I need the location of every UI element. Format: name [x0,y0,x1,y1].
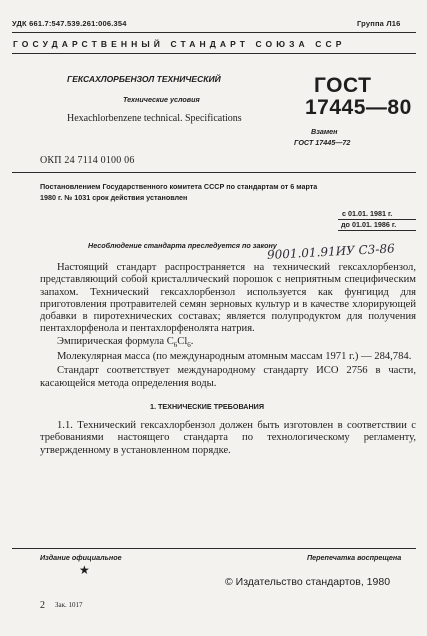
footer-rule [12,548,416,549]
header-rule [12,32,416,33]
section-heading: 1. ТЕХНИЧЕСКИЕ ТРЕБОВАНИЯ [150,402,264,411]
paragraph-molar-mass: Молекулярная масса (по международным атомным массам 1971 г.) — 284,784. [57,351,412,363]
page-number: 2 [40,600,45,611]
handwritten-note: 9001.01.91ИУ С3-86 [266,241,396,262]
decree-line-2: 1980 г. № 1031 срок действия установлен [40,193,188,202]
section-body [40,420,416,457]
formula-c-sub: 6 [173,340,178,349]
paragraph-formula [40,336,416,351]
order-number: Зак. 1017 [55,601,83,609]
formula-cl-sub: 6 [187,340,191,349]
okp-code: ОКП 24 7114 0100 06 [40,155,135,166]
official-edition: Издание официальное [40,553,122,562]
gost-label: ГОСТ [314,74,372,97]
replaces-value: ГОСТ 17445—72 [294,138,351,147]
formula-label: Эмпирическая формула [57,335,167,347]
copyright: © Издательство стандартов, 1980 [225,576,391,588]
udk-code: УДК 661.7:547.539.261:006.354 [12,19,127,28]
body-text [40,262,416,390]
replaces-label: Взамен [311,127,338,136]
standard-title: ГЕКСАХЛОРБЕНЗОЛ ТЕХНИЧЕСКИЙ [67,74,221,84]
validity-from: с 01.01. 1981 г. [342,209,393,218]
formula-c: C [166,335,174,347]
formula-cl: Cl [177,335,188,347]
reprint-prohibited: Перепечатка воспрещена [307,553,402,562]
state-standard-banner: ГОСУДАРСТВЕННЫЙ СТАНДАРТ СОЮЗА ССР [13,39,346,49]
standard-subtitle: Технические условия [123,95,200,104]
decree-rule [12,172,416,173]
validity-to: до 01.01. 1986 г. [341,220,397,229]
formula-end: . [190,335,194,347]
banner-rule [12,53,416,54]
star-icon: ★ [79,563,90,577]
paragraph-1-1: 1.1. Технический гексахлорбензол должен быть изготовлен в соответствии с требованиями настоящего стандарта по технологическому регламенту, утвержденному в установленном порядке. [40,420,416,456]
standard-title-en: Hexachlorbenzene technical. Specifications [67,113,242,124]
validity-underline-1 [338,219,416,220]
decree-line-1: Постановлением Государственного комитета СССР по стандартам от 6 марта [40,182,318,191]
paragraph-iso: Стандарт соответствует международному стандарту ИСО 2756 в части, касающейся метода определения воды. [40,365,416,389]
prosecution-notice: Несоблюдение стандарта преследуется по закону [88,241,277,250]
validity-underline-2 [338,230,416,231]
gost-number: 17445—80 [305,96,412,119]
group-code: Группа Л16 [357,19,401,28]
paragraph-scope: Настоящий стандарт распространяется на технический гексахлорбензол, представляющий собой кристаллический порошок с неприятным специфическим запахом. Технический гексахлорбензол используется как фунгицид для приготовления протравителей семян зерновых культур и в качестве хлорирующей добавки в пиротехнических составах; является полупродуктом для получения пентахлорфенола и пентахлорфенолята натрия. [40,262,416,335]
